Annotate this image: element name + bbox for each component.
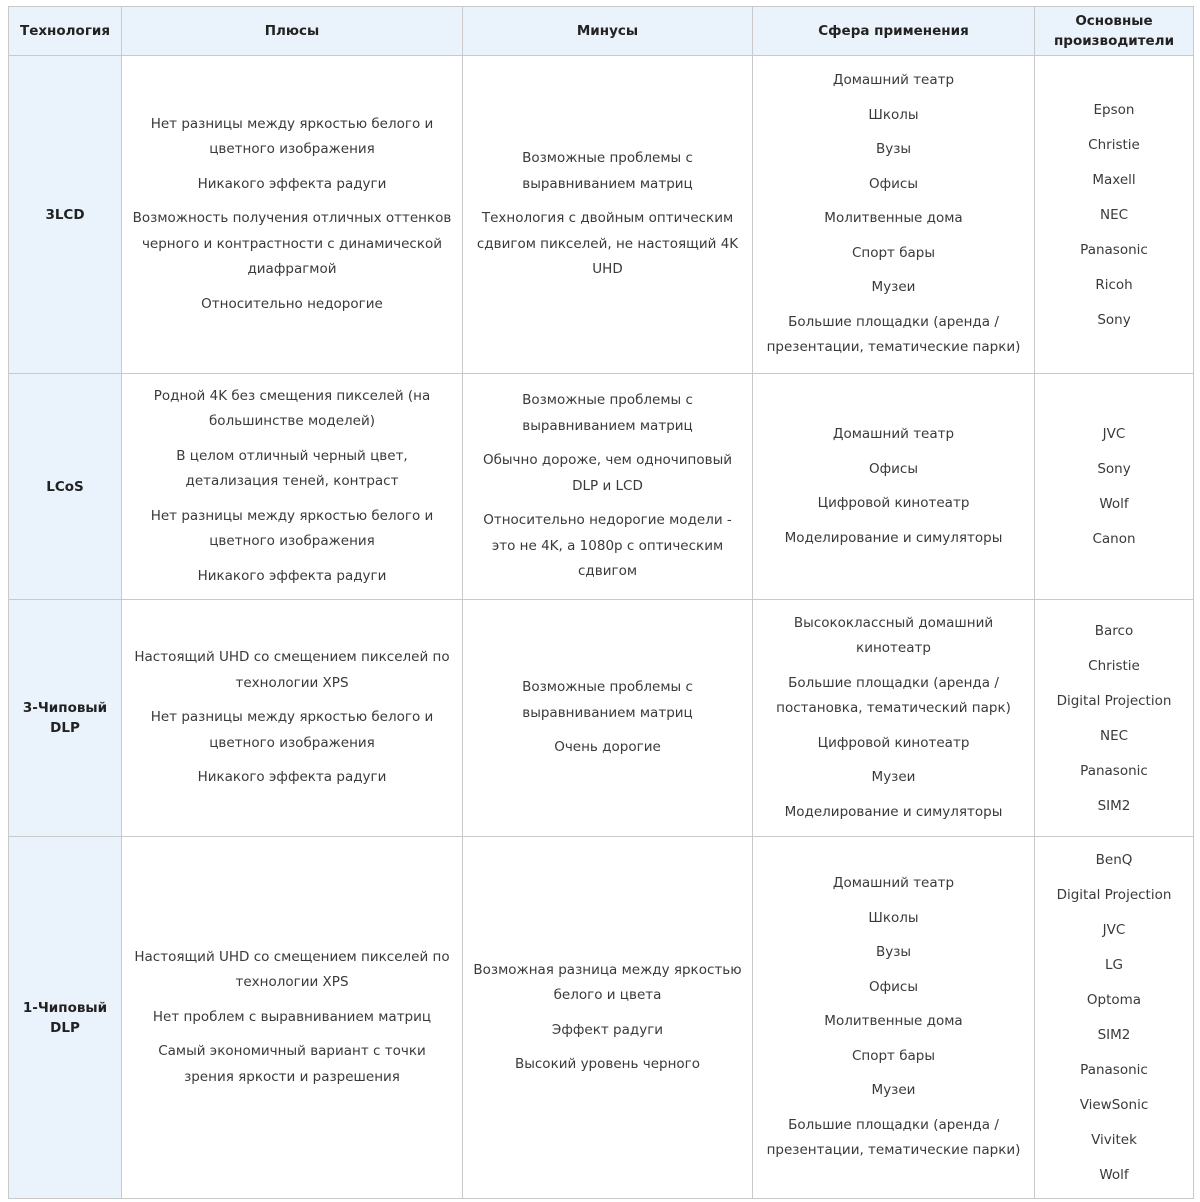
manufacturer-item: Wolf [1099, 496, 1129, 512]
manufacturer-item: Digital Projection [1056, 692, 1172, 709]
application-item: Музеи [871, 1082, 916, 1099]
manufacturers-cell [1035, 374, 1194, 600]
application-item: Домашний театр [832, 875, 955, 892]
application-item: Большие площадки (аренда / постановка, тематический парк) [776, 674, 1011, 717]
manufacturers-cell-list [1045, 618, 1183, 819]
pros-item: Нет разницы между яркостью белого и цветного изображения [150, 115, 434, 158]
applications-cell [753, 837, 1035, 1199]
application-item: Музеи [871, 279, 916, 296]
pros-cell [122, 374, 463, 600]
application-item: Большие площадки (аренда / презентации, тематические парки) [766, 313, 1021, 356]
manufacturers-cell [1035, 837, 1194, 1199]
manufacturer-item: Panasonic [1080, 1062, 1148, 1078]
header-manufacturers: Основные производители [1035, 7, 1194, 56]
application-item: Офисы [868, 460, 919, 477]
cons-cell [463, 56, 753, 374]
manufacturer-item: SIM2 [1097, 797, 1131, 814]
cons-cell [463, 374, 753, 600]
application-item: Домашний театр [832, 72, 955, 89]
table-row [9, 600, 1194, 837]
manufacturers-cell-list [1045, 421, 1183, 552]
cons-cell-list [473, 958, 742, 1078]
application-item: Домашний театр [832, 426, 955, 442]
pros-cell [122, 837, 463, 1199]
manufacturer-item: SIM2 [1097, 1027, 1131, 1043]
manufacturer-item: Christie [1088, 657, 1140, 674]
pros-item: Нет разницы между яркостью белого и цветного изображения [150, 709, 434, 751]
pros-cell [122, 56, 463, 374]
manufacturer-item: Digital Projection [1056, 887, 1172, 903]
pros-cell-list [132, 645, 452, 791]
application-item: Офисы [868, 978, 919, 995]
manufacturer-item: Ricoh [1095, 276, 1133, 293]
applications-cell [753, 600, 1035, 837]
manufacturer-item: JVC [1102, 922, 1126, 938]
pros-cell-list [132, 384, 452, 590]
header-technology: Технология [9, 7, 122, 56]
pros-item: В целом отличный черный цвет, детализация теней, контраст [176, 447, 408, 490]
application-item: Цифровой кинотеатр [817, 495, 970, 511]
applications-cell-list [763, 871, 1024, 1164]
technology-name: 3LCD [9, 56, 122, 374]
application-item: Высококлассный домашний кинотеатр [793, 614, 994, 657]
table-row [9, 837, 1194, 1199]
pros-cell-list [132, 945, 452, 1091]
application-item: Школы [868, 106, 919, 123]
manufacturer-item: Christie [1088, 136, 1140, 153]
applications-cell [753, 374, 1035, 600]
application-item: Моделирование и симуляторы [784, 803, 1003, 820]
pros-item: Возможность получения отличных оттенков черного и контрастности с динамической диафрагмой [132, 210, 452, 278]
application-item: Вузы [875, 141, 912, 158]
header-pros: Плюсы [122, 7, 463, 56]
manufacturer-item: Wolf [1099, 1167, 1129, 1183]
cons-item: Обычно дороже, чем одночиповый DLP и LCD [482, 452, 733, 494]
cons-cell [463, 837, 753, 1199]
cons-item: Эффект радуги [551, 1021, 664, 1038]
applications-cell-list [763, 422, 1024, 551]
cons-cell-list [473, 146, 742, 283]
manufacturer-item: NEC [1099, 206, 1129, 223]
pros-item: Никакого эффекта радуги [197, 567, 387, 584]
technology-name: 3-Чиповый DLP [9, 600, 122, 837]
cons-item: Высокий уровень черного [514, 1056, 701, 1072]
projector-technology-table [8, 6, 1194, 1199]
manufacturer-item: JVC [1102, 426, 1126, 442]
applications-cell-list [763, 611, 1024, 826]
cons-item: Технология с двойным оптическим сдвигом пикселей, не настоящий 4K UHD [476, 210, 739, 278]
application-item: Спорт бары [851, 1047, 936, 1064]
application-item: Музеи [871, 769, 916, 786]
cons-item: Возможная разница между яркостью белого и цвета [473, 961, 742, 1003]
manufacturer-item: Sony [1097, 311, 1131, 328]
technology-name: 1-Чиповый DLP [9, 837, 122, 1199]
manufacturers-cell [1035, 600, 1194, 837]
manufacturer-item: LG [1105, 957, 1123, 973]
cons-cell-list [473, 675, 742, 761]
manufacturer-item: Epson [1093, 101, 1135, 118]
manufacturer-item: Vivitek [1091, 1132, 1137, 1148]
application-item: Молитвенные дома [824, 210, 963, 227]
application-item: Цифровой кинотеатр [817, 734, 970, 751]
cons-item: Относительно недорогие модели - это не 4K, а 1080p с оптическим сдвигом [483, 512, 732, 580]
manufacturer-item: Maxell [1092, 171, 1136, 188]
applications-cell [753, 56, 1035, 374]
pros-item: Никакого эффекта радуги [197, 769, 387, 786]
header-applications: Сфера применения [753, 7, 1035, 56]
pros-cell-list [132, 112, 452, 318]
cons-cell-list [473, 388, 742, 585]
manufacturer-item: Optoma [1086, 992, 1142, 1008]
pros-item: Нет разницы между яркостью белого и цветного изображения [150, 507, 434, 550]
table-body [9, 56, 1194, 1199]
manufacturer-item: Panasonic [1080, 241, 1148, 258]
manufacturer-item: Sony [1097, 461, 1131, 477]
pros-cell [122, 600, 463, 837]
pros-item: Никакого эффекта радуги [197, 175, 387, 192]
application-item: Школы [868, 909, 919, 926]
application-item: Большие площадки (аренда / презентации, тематические парки) [766, 1116, 1021, 1159]
table-row [9, 374, 1194, 600]
cons-cell [463, 600, 753, 837]
manufacturer-item: Barco [1094, 622, 1134, 639]
table-row [9, 56, 1194, 374]
cons-item: Очень дорогие [554, 739, 661, 756]
pros-item: Настоящий UHD со смещением пикселей по технологии XPS [134, 649, 450, 691]
cons-item: Возможные проблемы с выравниванием матриц [522, 392, 693, 434]
cons-item: Возможные проблемы с выравниванием матриц [522, 679, 693, 721]
manufacturer-item: Panasonic [1080, 762, 1148, 779]
application-item: Офисы [868, 175, 919, 192]
manufacturer-item: BenQ [1095, 852, 1133, 868]
manufacturer-item: NEC [1099, 727, 1129, 744]
cons-item: Возможные проблемы с выравниванием матриц [522, 150, 693, 192]
pros-item: Самый экономичный вариант с точки зрения яркости и разрешения [158, 1043, 426, 1085]
manufacturer-item: Canon [1092, 531, 1136, 547]
application-item: Молитвенные дома [824, 1013, 963, 1030]
applications-cell-list [763, 68, 1024, 361]
pros-item: Настоящий UHD со смещением пикселей по технологии XPS [134, 948, 450, 991]
application-item: Спорт бары [851, 244, 936, 261]
header-cons: Минусы [463, 7, 753, 56]
pros-item: Нет проблем с выравниванием матриц [152, 1008, 432, 1025]
pros-item: Относительно недорогие [201, 295, 383, 312]
technology-name: LCoS [9, 374, 122, 600]
manufacturers-cell-list [1045, 97, 1183, 333]
pros-item: Родной 4K без смещения пикселей (на большинстве моделей) [153, 387, 431, 430]
manufacturer-item: ViewSonic [1079, 1097, 1149, 1113]
manufacturers-cell-list [1045, 847, 1183, 1188]
table-header-row [9, 7, 1194, 56]
manufacturers-cell [1035, 56, 1194, 374]
application-item: Моделирование и симуляторы [784, 529, 1003, 546]
application-item: Вузы [875, 944, 912, 961]
